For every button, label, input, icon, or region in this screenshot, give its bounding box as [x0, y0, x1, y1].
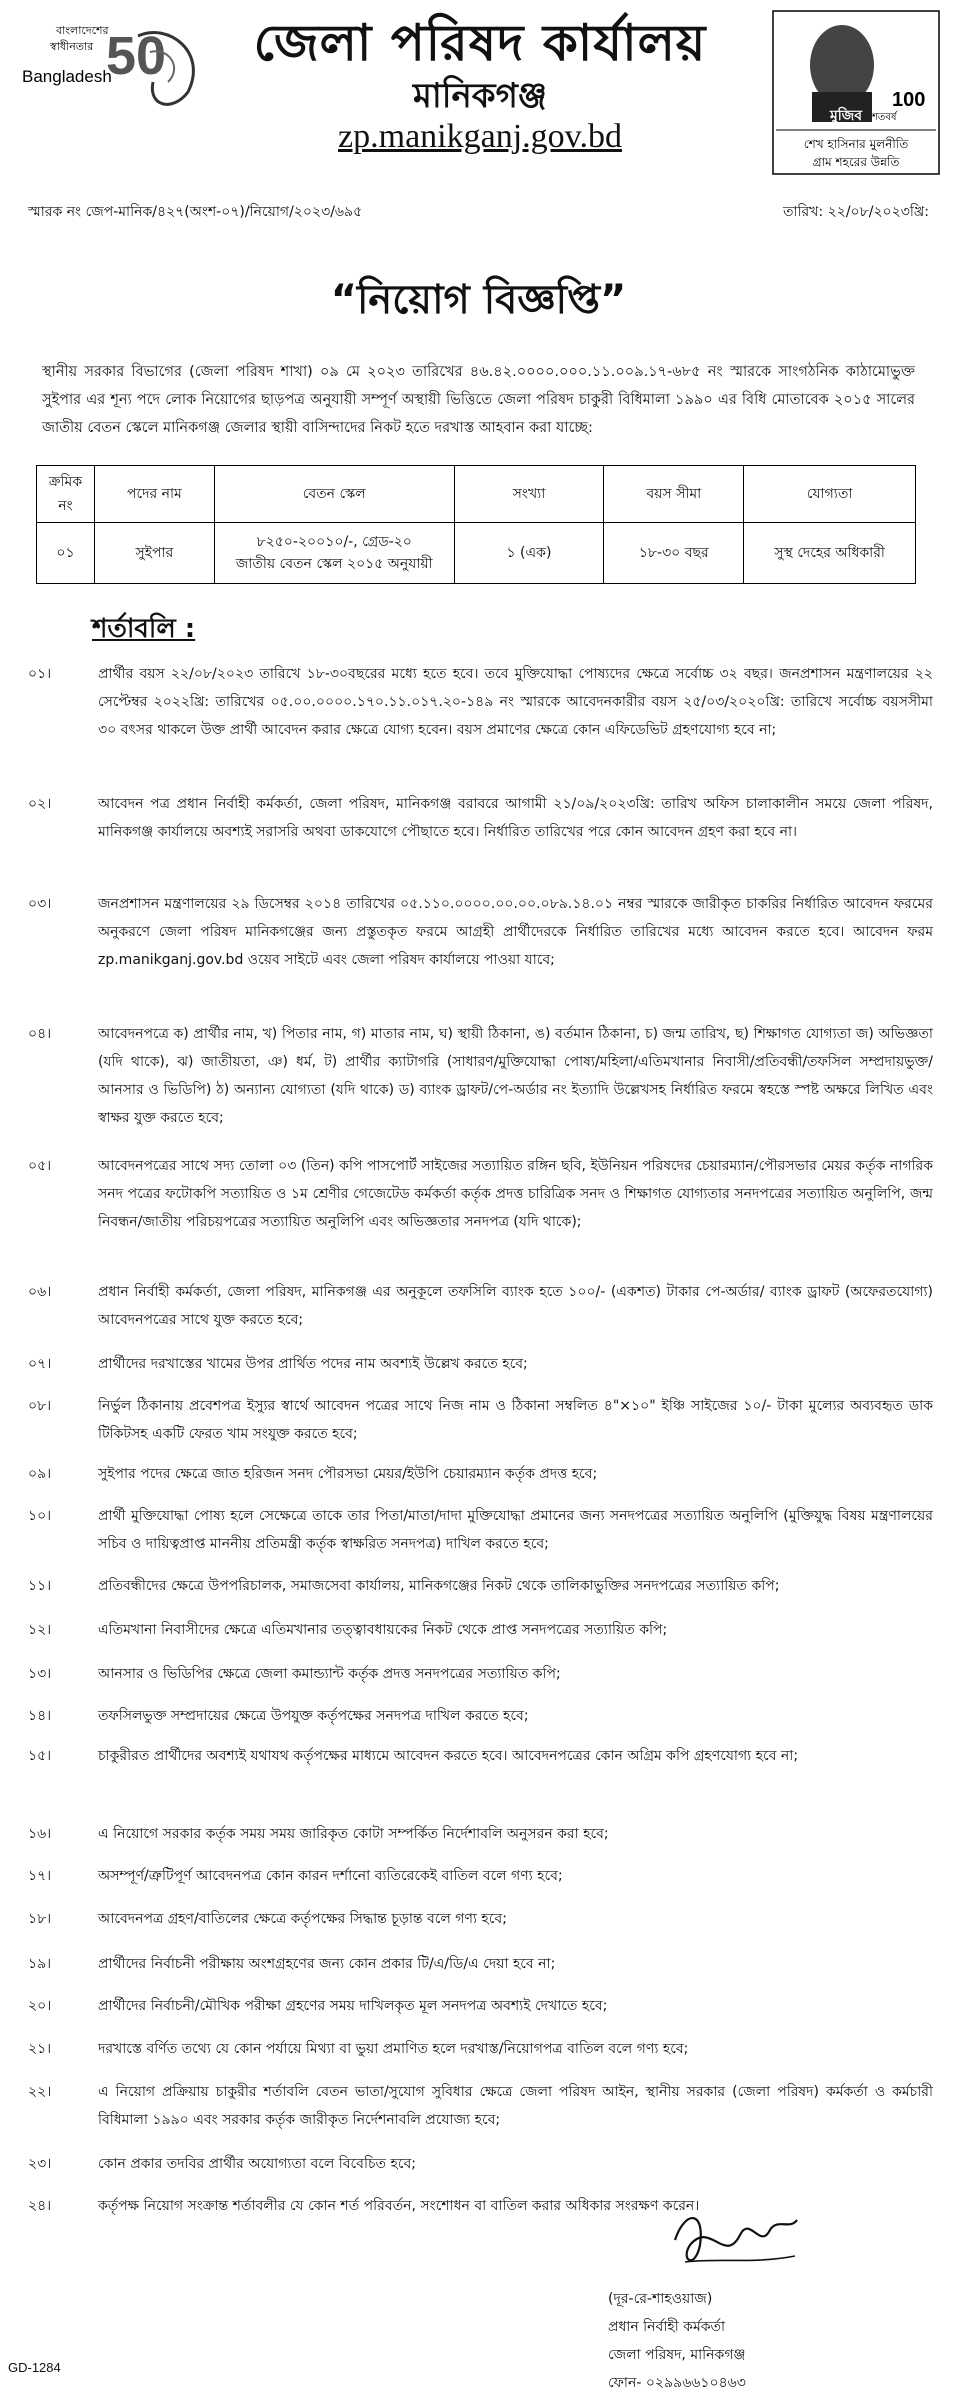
cell-scale	[214, 523, 454, 584]
condition-number: ০৩।	[28, 896, 52, 912]
condition-text: আবেদন পত্র প্রধান নির্বাহী কর্মকর্তা, জেলা পরিষদ, মানিকগঞ্জ বরাবরে আগামী ২১/০৯/২০২৩খ্রি: তারিখ অফিস চালাকালীন সময়ে জেলা পরিষদ, মানিকগঞ্জ কার্যালয়ে অবশ্যই সরাসরি অথবা ডাকযোগে পৌছাতে হবে। নির্ধারিত তারিখের পরে কোন আবেদন গ্রহণ করা হবে না।	[98, 796, 933, 840]
signatory-office: জেলা পরিষদ, মানিকগঞ্জ	[608, 2347, 746, 2363]
condition-text: প্রার্থীদের দরখাস্তের খামের উপর প্রার্থিত পদের নাম অবশ্যই উল্লেখ করতে হবে;	[98, 1356, 528, 1372]
header-serial: ক্রমিক নং	[37, 466, 95, 523]
cell-age: ১৮-৩০ বছর	[604, 523, 744, 584]
cell-count: ১ (এক)	[454, 523, 604, 584]
condition-text: কোন প্রকার তদবির প্রার্থীর অযোগ্যতা বলে বিবেচিত হবে;	[98, 2156, 416, 2172]
condition-number: ০৯।	[28, 1466, 52, 1482]
condition-number: ১৭।	[28, 1868, 52, 1884]
condition-number: ০২।	[28, 796, 52, 812]
logo-left-text-1: বাংলাদেশের	[56, 24, 109, 37]
logo-right-text-2: শতবর্ষ	[872, 112, 897, 123]
table-header-row	[37, 466, 916, 523]
condition-number: ২০।	[28, 1998, 52, 2014]
condition-number: ১৪।	[28, 1708, 52, 1724]
condition-text: চাকুরীরত প্রার্থীদের অবশ্যই যথাযথ কর্তৃপক্ষের মাধ্যমে আবেদন করতে হবে। আবেদনপত্রের কোন অগ্রিম কপি গ্রহণযোগ্য হবে না;	[98, 1748, 799, 1764]
cell-serial: ০১	[37, 523, 95, 584]
header-post: পদের নাম	[94, 466, 214, 523]
logo-left-text-2: স্বাধীনতার	[50, 40, 94, 53]
condition-number: ১৮।	[28, 1911, 52, 1927]
district-name: মানিকগঞ্জ	[413, 76, 547, 116]
condition-number: ১৬।	[28, 1826, 52, 1842]
condition-text: আনসার ও ভিডিপির ক্ষেত্রে জেলা কমান্ড্যান্ট কর্তৃক প্রদত্ত সনদপত্রের সত্যায়িত কপি;	[98, 1666, 561, 1682]
conditions-heading: শর্তাবলি :	[92, 614, 196, 644]
handwritten-signature	[665, 2200, 805, 2280]
condition-text: জনপ্রশাসন মন্ত্রণালয়ের ২৯ ডিসেম্বর ২০১৪ তারিখের ০৫.১১০.০০০০.০০.০০.০৮৯.১৪.০১ নম্বর স্মারকে জারীকৃত চাকরির নির্ধারিত আবেদন ফরমের অনুকরণে জেলা পরিষদ মানিকগঞ্জের জন্য প্রস্তুতকৃত ফরমে আগ্রহী প্রার্থীদেরকে নির্ধারিত তারিখের মধ্যে আবেদন করতে হবে। আবেদন ফরম zp.manikganj.gov.bd ওয়েব সাইটে এবং জেলা পরিষদ কার্যালয়ে পাওয়া যাবে;	[98, 896, 933, 968]
condition-number: ০৫।	[28, 1158, 52, 1174]
condition-text: কর্তৃপক্ষ নিয়োগ সংক্রান্ত শর্তাবলীর যে কোন শর্ত পরিবর্তন, সংশোধন বা বাতিল করার অধিকার সংরক্ষণ করেন।	[98, 2198, 700, 2214]
condition-text: আবেদনপত্র গ্রহণ/বাতিলের ক্ষেত্রে কর্তৃপক্ষের সিদ্ধান্ত চূড়ান্ত বলে গণ্য হবে;	[98, 1911, 507, 1927]
logo-right-caption-2: গ্রাম শহরের উন্নতি	[812, 155, 900, 169]
condition-number: ০৬।	[28, 1284, 52, 1300]
signatory-name: (দূর-রে-শাহওয়াজ)	[608, 2291, 713, 2307]
condition-text: প্রার্থীর বয়স ২২/০৮/২০২৩ তারিখে ১৮-৩০বছরের মধ্যে হতে হবে। তবে মুক্তিযোদ্ধা পোষ্যদের ক্ষেত্রে সর্বোচ্চ ৩২ বছর। জনপ্রশাসন মন্ত্রণালয়ের ২২ সেপ্টেম্বর ২০২২খ্রি: তারিখের ০৫.০০.০০০০.১৭০.১১.০১৭.২০-১৪৯ নং স্মারকে আবেদনকারীর বয়স ২৫/০৩/২০২০খ্রি: তারিখে সর্বোচ্চ বয়সসীমা ৩০ বৎসর থাকলে উক্ত প্রার্থী আবেদন করার ক্ষেত্রে যোগ্য হবেন। বয়স প্রমাণের ক্ষেত্রে কোন এফিডেভিট গ্রহণযোগ্য হবে না;	[98, 666, 933, 738]
condition-number: ০৭।	[28, 1356, 52, 1372]
condition-text: এ নিয়োগে সরকার কর্তৃক সময় সময় জারিকৃত কোটা সম্পর্কিত নির্দেশাবলি অনুসরন করা হবে;	[98, 1826, 609, 1842]
condition-number: ২১।	[28, 2041, 52, 2057]
condition-number: ২২।	[28, 2084, 52, 2100]
mujib-100-logo	[772, 10, 940, 175]
condition-number: ১১।	[28, 1578, 52, 1594]
office-title: জেলা পরিষদ কার্যালয়	[253, 14, 707, 72]
condition-number: ১৫।	[28, 1748, 52, 1764]
intro-paragraph: স্থানীয় সরকার বিভাগের (জেলা পরিষদ শাখা) ০৯ মে ২০২৩ তারিখের ৪৬.৪২.০০০০.০০০.১১.০০৯.১৭-৬৮৫ নং স্মারকে সাংগঠনিক কাঠামোভুক্ত সুইপার এর শূন্য পদে লোক নিয়োগের ছাড়পত্র অনুযায়ী সম্পূর্ণ অস্থায়ী ভিত্তিতে জেলা পরিষদ চাকুরী বিধিমালা ১৯৯০ এর বিধি মোতাবেক ২০১৫ সালের জাতীয় বেতন স্কেলে মানিকগঞ্জ জেলার স্থায়ী বাসিন্দাদের নিকট হতে দরখাস্ত আহবান করা যাচ্ছে:	[42, 364, 915, 436]
cell-scale-line-1: ৮২৫০-২০০১০/-, গ্রেড-২০	[256, 534, 412, 550]
signature-block	[608, 2285, 746, 2397]
condition-number: ১০।	[28, 1508, 52, 1524]
memo-reference: স্মারক নং জেপ-মানিক/৪২৭(অংশ-০৭)/নিয়োগ/২০২৩/৬৯৫	[28, 204, 363, 220]
logo-left-country: Bangladesh	[22, 67, 112, 86]
table-row	[37, 523, 916, 584]
condition-text: এ নিয়োগ প্রক্রিয়ায় চাকুরীর শর্তাবলি বেতন ভাতা/সুযোগ সুবিধার ক্ষেত্রে জেলা পরিষদ আইন, স্থানীয় সরকার (জেলা পরিষদ) কর্মকর্তা ও কর্মচারী বিধিমালা ১৯৯০ এবং সরকার কর্তৃক জারীকৃত নির্দেশনাবলি প্রযোজ্য হবে;	[98, 2084, 933, 2128]
condition-text: প্রার্থীদের নির্বাচনী পরীক্ষায় অংশগ্রহণের জন্য কোন প্রকার টি/এ/ডি/এ দেয়া হবে না;	[98, 1956, 556, 1972]
condition-text: দরখাস্তে বর্ণিত তথ্যে যে কোন পর্যায়ে মিথ্যা বা ভুয়া প্রমাণিত হলে দরখাস্ত/নিয়োগপত্র বাতিল বলে গণ্য হবে;	[98, 2041, 689, 2057]
logo-right-text-1: মুজিব	[830, 108, 863, 124]
condition-text: আবেদনপত্রে ক) প্রার্থীর নাম, খ) পিতার নাম, গ) মাতার নাম, ঘ) স্থায়ী ঠিকানা, ঙ) বর্তমান ঠিকানা, চ) জন্ম তারিখ, ছ) শিক্ষাগত যোগ্যতা জ) অভিজ্ঞতা (যদি থাকে), ঝ) জাতীয়তা, ঞ) ধর্ম, ট) প্রার্থীর ক্যাটাগরি (সাধারণ/মুক্তিযোদ্ধা পোষ্য/মহিলা/এতিমখানার নিবাসী/প্রতিবন্ধী/তফসিল সম্প্রদায়ভুক্ত/আনসার ও ভিডিপি) ঠ) অন্যান্য যোগ্যতা (যদি থাকে) ড) ব্যাংক ড্রাফট/পে-অর্ডার নং ইত্যাদি উল্লেখসহ নির্ধারিত ফরমে স্বহস্তে স্পষ্ট অক্ষরে লিখিত এবং স্বাক্ষর যুক্ত করতে হবে;	[98, 1026, 933, 1126]
header-scale: বেতন স্কেল	[214, 466, 454, 523]
header-qualification: যোগ্যতা	[744, 466, 916, 523]
condition-text: অসম্পূর্ণ/ত্রুটিপূর্ণ আবেদনপত্র কোন কারন দর্শানো ব্যতিরেকেই বাতিল বলে গণ্য হবে;	[98, 1868, 563, 1884]
cell-post: সুইপার	[94, 523, 214, 584]
cell-qualification: সুস্থ দেহের অধিকারী	[744, 523, 916, 584]
condition-text: তফসিলভুক্ত সম্প্রদায়ের ক্ষেত্রে উপযুক্ত কর্তৃপক্ষের সনদপত্র দাখিল করতে হবে;	[98, 1708, 529, 1724]
condition-number: ০৮।	[28, 1398, 52, 1414]
header-age: বয়স সীমা	[604, 466, 744, 523]
condition-number: ২৪।	[28, 2198, 52, 2214]
condition-number: ০৪।	[28, 1026, 52, 1042]
logo-right-number: 100	[892, 89, 926, 111]
condition-number: ১৩।	[28, 1666, 52, 1682]
condition-text: প্রধান নির্বাহী কর্মকর্তা, জেলা পরিষদ, মানিকগঞ্জ এর অনুকূলে তফসিলি ব্যাংক হতে ১০০/- (একশত) টাকার পে-অর্ডার/ ব্যাংক ড্রাফট (অফেরতযোগ্য) আবেদনপত্রের সাথে যুক্ত করতে হবে;	[98, 1284, 933, 1328]
condition-number: ১২।	[28, 1622, 52, 1638]
signatory-phone: ফোন- ০২৯৯৬৬১০৪৬৩	[608, 2375, 746, 2391]
condition-text: এতিমখানা নিবাসীদের ক্ষেত্রে এতিমখানার তত্ত্বাবধায়কের নিকট থেকে প্রাপ্ত সনদপত্রের সত্যায়িত কপি;	[98, 1622, 668, 1638]
header-count: সংখ্যা	[454, 466, 604, 523]
logo-left-number: 50	[106, 26, 167, 86]
cell-scale-line-2: জাতীয় বেতন স্কেল ২০১৫ অনুযায়ী	[235, 556, 433, 572]
condition-text: নির্ভুল ঠিকানায় প্রবেশপত্র ইস্যুর স্বার্থে আবেদন পত্রের সাথে নিজ নাম ও ঠিকানা সম্বলিত ৪"×১০" ইঞ্চি সাইজের ১০/- টাকা মুল্যের অব্যবহৃত ডাক টিকিটসহ একটি ফেরত খাম সংযুক্ত করতে হবে;	[98, 1398, 933, 1442]
condition-text: সুইপার পদের ক্ষেত্রে জাত হরিজন সনদ পৌরসভা মেয়র/ইউপি চেয়ারম্যান কর্তৃক প্রদত্ত হবে;	[98, 1466, 598, 1482]
bangladesh-50-logo	[18, 12, 218, 142]
posts-table	[36, 465, 916, 584]
footer-code: GD-1284	[8, 2360, 61, 2375]
signatory-designation: প্রধান নির্বাহী কর্মকর্তা	[608, 2319, 726, 2335]
condition-text: প্রতিবন্ধীদের ক্ষেত্রে উপপরিচালক, সমাজসেবা কার্যালয়, মানিকগঞ্জের নিকট থেকে তালিকাভুক্তির সনদপত্রের সত্যায়িত কপি;	[98, 1578, 780, 1594]
logo-right-caption-1: শেখ হাসিনার মুলনীতি	[803, 137, 909, 151]
condition-text: প্রার্থী মুক্তিযোদ্ধা পোষ্য হলে সেক্ষেত্রে তাকে তার পিতা/মাতা/দাদা মুক্তিযোদ্ধা প্রমানের জন্য সনদপত্রের সত্যায়িত অনুলিপি (মুক্তিযুদ্ধ বিষয় মন্ত্রণালয়ের সচিব ও দায়িত্বপ্রাপ্ত মাননীয় প্রতিমন্ত্রী কর্তৃক স্বাক্ষরিত সনদপত্র) দাখিল করতে হবে;	[98, 1508, 933, 1552]
website-link[interactable]: zp.manikganj.gov.bd	[338, 118, 622, 155]
condition-number: ১৯।	[28, 1956, 52, 1972]
condition-number: ২৩।	[28, 2156, 52, 2172]
condition-number: ০১।	[28, 666, 52, 682]
memo-date: তারিখ: ২২/০৮/২০২৩খ্রি:	[782, 204, 929, 220]
notice-title: “নিয়োগ বিজ্ঞপ্তি”	[330, 277, 627, 323]
condition-text: আবেদনপত্রের সাথে সদ্য তোলা ০৩ (তিন) কপি পাসপোর্ট সাইজের সত্যায়িত রঙ্গিন ছবি, ইউনিয়ন পরিষদের চেয়ারম্যান/পৌরসভার মেয়র কর্তৃক নাগরিক সনদ পত্রের ফটোকপি সত্যায়িত ও ১ম শ্রেণীর গেজেটেড কর্মকর্তা কর্তৃক প্রদত্ত চারিত্রিক সনদ ও শিক্ষাগত যোগ্যতার সনদপত্রের সত্যায়িত অনুলিপি, জন্ম নিবন্ধন/জাতীয় পরিচয়পত্রের সত্যায়িত অনুলিপি এবং অভিজ্ঞতার সনদপত্র (যদি থাকে);	[98, 1158, 933, 1230]
condition-text: প্রার্থীদের নির্বাচনী/মৌখিক পরীক্ষা গ্রহণের সময় দাখিলকৃত মূল সনদপত্র অবশ্যই দেখাতে হবে;	[98, 1998, 608, 2014]
